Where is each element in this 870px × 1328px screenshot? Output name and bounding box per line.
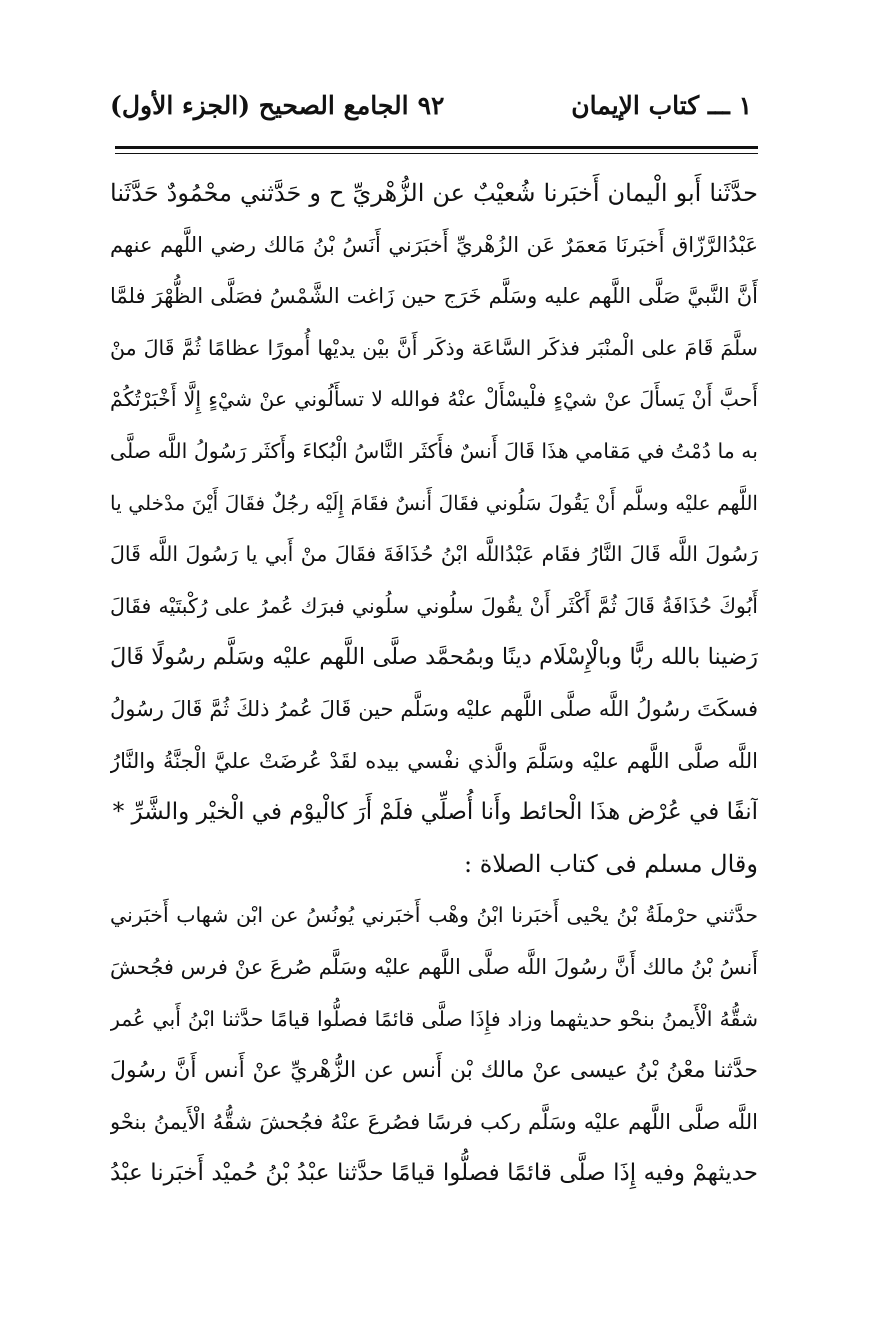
text-line: حديثهمْ وفيه إِذَا صلَّى قائمًا فصلُّوا قيامًا حدَّثنا عبْدُ بْنُ حُميْد أَخبَرنا عبْدُ bbox=[110, 1160, 758, 1187]
hadith-text bbox=[110, 168, 758, 1200]
text-line: أَنَّ النَّبيَّ صَلَّى اللَّهم عليه وسَلَّم خَرَج حين زَاغت الشَّمْسُ فصَلَّى الظُّهْرَ فلمَّا bbox=[110, 284, 758, 309]
chapter-title: ١ ـــ كتاب الإيمان bbox=[571, 91, 752, 120]
text-line: شقُّهُ الْأَيمنُ بنحْو حديثهما وزاد فإِذَا صلَّى قائمًا فصلُّوا قيامًا حدَّثنا ابْنُ أَبي عُمر bbox=[110, 1006, 758, 1031]
header-rule-thick bbox=[115, 146, 758, 149]
page-number: ٩٢ bbox=[417, 91, 445, 120]
text-line: حدَّثَنا أَبو الْيمان أَخبَرنا شُعيْبٌ عن الزُّهْريِّ ح و حَدَّثني محْمُودٌ حَدَّثَنا bbox=[110, 179, 758, 207]
text-line: فسكَتَ رسُولُ اللَّه صلَّى اللَّهم عليْه وسَلَّم حين قَالَ عُمرُ ذلكَ ثُمَّ قَالَ رسُولُ bbox=[110, 696, 758, 721]
text-line: حدَّثنا معْنُ بْنُ عيسى عنْ مالك بْن أَنس عن الزُّهْريِّ عنْ أَنس أَنَّ رسُولَ bbox=[110, 1058, 758, 1084]
book-title: الجامع الصحيح (الجزء الأول) bbox=[110, 91, 409, 120]
text-line: اللَّه صلَّى اللَّهم عليْه وسَلَّمَ والَّذي نفْسي بيده لقَدْ عُرضَتْ عليَّ الْجنَّةُ والنَّارُ bbox=[110, 748, 758, 773]
running-header bbox=[110, 88, 752, 132]
text-line: سلَّمَ قَامَ على الْمنْبَر فذكَر السَّاعَة وذكَر أَنَّ بيْن يديْها أُمورًا عظامًا ثُمَّ قَالَ منْ bbox=[110, 335, 758, 360]
section-heading: وقال مسلم فى كتاب الصلاة : bbox=[464, 849, 758, 878]
text-line: به ما دُمْتُ في مَقامي هذَا قَالَ أَنسٌ فأَكثَر النَّاسُ الْبُكاءَ وأَكثَر رَسُولُ اللَّه صلَّى bbox=[110, 438, 758, 463]
text-line: اللَّهم عليْه وسلَّم أَنْ يَقُولَ سَلُوني فقَالَ أَنسٌ فقَامَ إِلَيْه رجُلٌ فقَالَ أَيْنَ مدْخلي يا bbox=[110, 490, 758, 515]
text-line: أَبُوكَ حُذَافَةُ قَالَ ثُمَّ أَكْثَر أَنْ يقُولَ سلُوني سلُوني فبرَك عُمرُ على رُكْبتَيْه فقَالَ bbox=[110, 593, 758, 618]
text-line: رَسُولَ اللَّه قَالَ النَّارُ فقَام عَبْدُاللَّه ابْنُ حُذَافَةَ فقَالَ منْ أَبي يا رَسُولَ اللَّه قَالَ bbox=[110, 542, 758, 567]
text-line: آنفًا في عُرْض هذَا الْحائط وأَنا أُصلِّي فلَمْ أَرَ كالْيوْم في الْخيْر والشَّرِّ * bbox=[112, 799, 758, 826]
text-line: أَنسُ بْنُ مالك أَنَّ رسُولَ اللَّه صلَّى اللَّهم عليْه وسَلَّم صُرعَ عنْ فرس فجُحشَ bbox=[110, 954, 758, 979]
text-line: حدَّثني حرْملَةُ بْنُ يحْيى أَخبَرنا ابْنُ وهْب أَخبَرني يُونُسُ عن ابْن شهاب أَخبَرني bbox=[110, 903, 758, 928]
text-line: رَضينا بالله ربًّا وبالْإِسْلَام دينًا وبمُحمَّد صلَّى اللَّهم عليْه وسَلَّم رسُولًا قَالَ bbox=[110, 644, 758, 671]
text-line: عَبْدُالرَّزّاق أَخبَرنَا مَعمَرٌ عَن الزُهْريِّ أَخبَرَني أَنَسُ بْنُ مَالك رضي اللَّهم عنهم bbox=[110, 232, 758, 257]
text-line: اللَّه صلَّى اللَّهم عليْه وسَلَّم ركب فرسًا فصُرعَ عنْهُ فجُحشَ شقُّهُ الْأَيمنُ بنحْو bbox=[110, 1109, 758, 1134]
text-line: أَحبَّ أَنْ يَسأَلَ عنْ شيْءٍ فلْيسْأَلْ عنْهُ فوالله لا تسأَلُوني عنْ شيْءٍ إِلَّا أَخْبَرْتُكُمْ bbox=[110, 387, 758, 412]
header-rule-thin bbox=[115, 153, 758, 154]
